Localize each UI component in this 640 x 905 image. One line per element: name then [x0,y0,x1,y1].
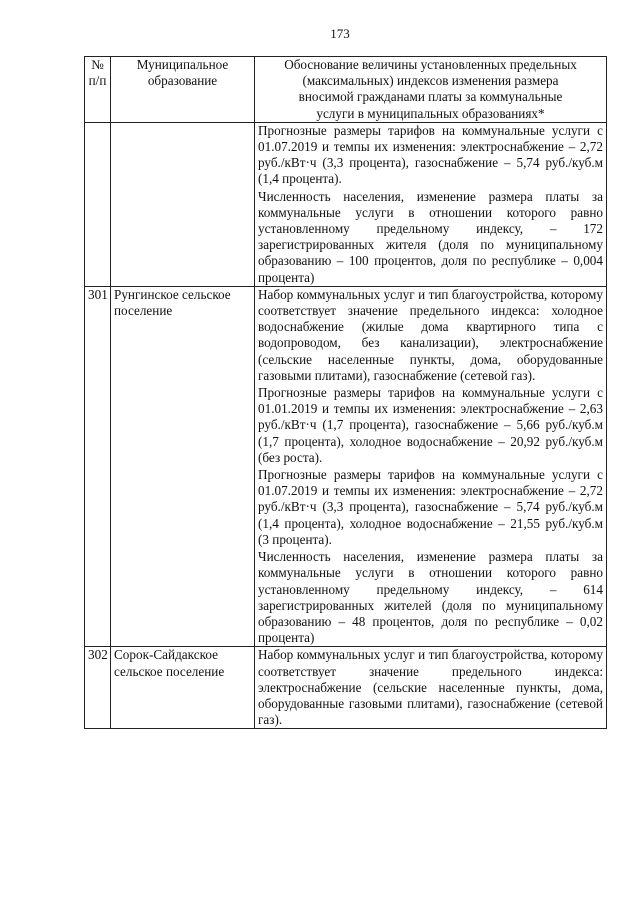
row-municipality [111,122,255,286]
rationale-paragraph: Прогнозные размеры тарифов на коммунальные услуги с 01.07.2019 и темпы их изменения: электроснабжение – 2,72 руб./кВт·ч (3,3 процента), газоснабжение – 5,74 руб./куб.м (1,4 процента), холодное водоснабжение – 21,55 руб./куб.м (3 процента). [258,467,603,547]
row-number: 301 [85,286,111,646]
rationale-paragraph: Численность населения, изменение размера платы за коммунальные услуги в отношении которого равно установленному предельному индексу, – 172 зарегистрированных жителя (доля по муниципальному образованию – 100 процентов, доля по республике – 0,004 процента) [258,188,603,285]
header-rationale-line3: вносимой гражданами платы за коммунальные [298,89,563,105]
table-row [85,122,607,286]
page-number: 173 [330,26,350,41]
row-rationale [255,122,607,286]
header-rationale-line2: (максимальных) индексов изменения размера [302,73,559,89]
header-municipality [111,57,255,123]
row-municipality: Рунгинское сельское поселение [111,286,255,646]
table-header-row [85,57,607,123]
header-rationale-line4: услуги в муниципальных образованиях* [316,105,545,121]
header-municipality-line2: образование [147,73,218,89]
header-rationale-line1: Обоснование величины установленных предельных [284,57,577,72]
header-rationale [255,57,607,123]
rationale-paragraph: Набор коммунальных услуг и тип благоустройства, которому соответствует значение предельного индекса: электроснабжение (сельские населенные пункты, дома, оборудованные газовыми плитами), газоснабжение (сетевой газ). [258,647,603,728]
row-municipality: Сорок-Сайдакское сельское поселение [111,647,255,729]
row-rationale [255,647,607,729]
header-number [85,57,111,123]
rationale-paragraph: Численность населения, изменение размера платы за коммунальные услуги в отношении которого равно установленному предельному индексу, – 614 зарегистрированных жителей (доля по муниципальному образованию – 48 процентов, доля по республике – 0,02 процента) [258,549,603,646]
rationale-paragraph: Прогнозные размеры тарифов на коммунальные услуги с 01.07.2019 и темпы их изменения: электроснабжение – 2,72 руб./кВт·ч (3,3 процента), газоснабжение – 5,74 руб./куб.м (1,4 процента). [258,122,603,187]
row-number: 302 [85,647,111,729]
header-municipality-line1: Муниципальное [136,57,229,72]
header-number-line2: п/п [88,73,107,89]
tariff-index-table [84,56,607,729]
header-number-line1: № [91,57,104,72]
table-row [85,647,607,729]
row-rationale [255,286,607,646]
rationale-paragraph: Набор коммунальных услуг и тип благоустройства, которому соответствует значение предельного индекса: холодное водоснабжение (жилые дома квартирного типа с водопроводом, без канализации), электроснабжение (сельские населенные пункты, дома, оборудованные газовыми плитами), газоснабжение (сетевой газ). [258,286,603,383]
rationale-paragraph: Прогнозные размеры тарифов на коммунальные услуги с 01.01.2019 и темпы их изменения: электроснабжение – 2,63 руб./кВт·ч (1,7 процента), газоснабжение – 5,66 руб./куб.м (1,7 процента), холодное водоснабжение – 20,92 руб./куб.м (без роста). [258,385,603,465]
table-row [85,286,607,646]
row-number [85,122,111,286]
